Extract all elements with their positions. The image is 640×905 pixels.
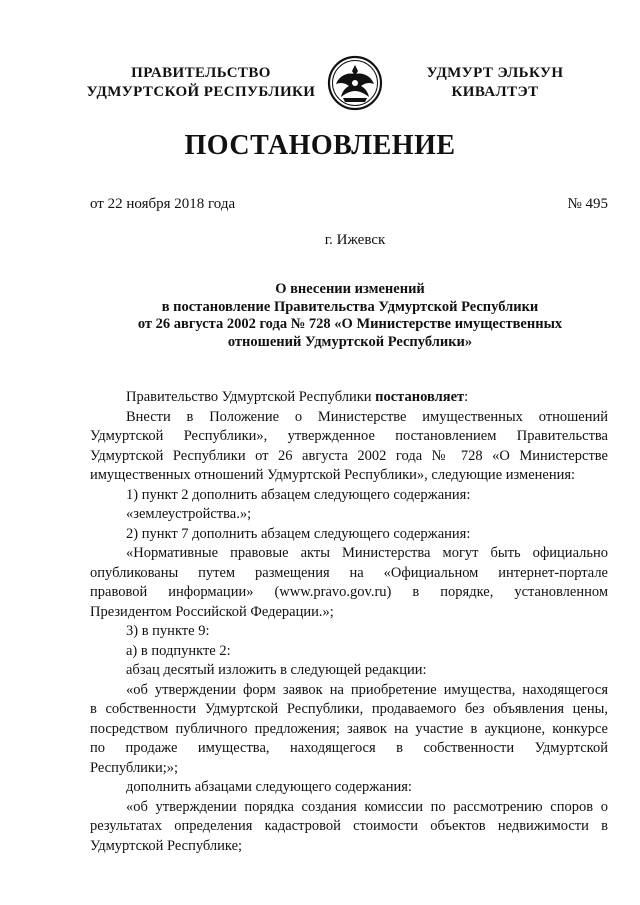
intro-text: Правительство Удмуртской Республики bbox=[126, 389, 376, 405]
body-line: Удмуртской Республики от 26 августа 2002 года № 728 «О Министерстве bbox=[90, 447, 608, 464]
document-city: г. Ижевск bbox=[324, 232, 386, 248]
body-line: «об утверждении порядка создания комиссии по рассмотрению споров о bbox=[126, 798, 608, 815]
body-line: Республики;»; bbox=[90, 759, 179, 776]
body-line: Президентом Российской Федерации.»; bbox=[90, 603, 334, 620]
body-line: посредством публичного предложения; заявок на участие в аукционе, конкурсе bbox=[90, 720, 608, 737]
body-line: 2) пункт 7 дополнить абзацем следующего содержания: bbox=[126, 525, 471, 542]
government-name-line2: УДМУРТСКОЙ РЕСПУБЛИКИ bbox=[86, 84, 316, 100]
document-type-heading: ПОСТАНОВЛЕНИЕ bbox=[184, 130, 456, 161]
title-line: О внесении изменений bbox=[275, 281, 425, 297]
body-line: по продаже имущества, находящегося в собственности Удмуртской bbox=[90, 740, 608, 756]
body-line: результатах определения кадастровой стоимости объектов недвижимости в bbox=[90, 818, 608, 834]
body-line: «землеустройства.»; bbox=[126, 506, 252, 522]
title-line: отношений Удмуртской Республики» bbox=[227, 333, 473, 350]
government-name-udmurt bbox=[420, 64, 570, 102]
body-line: Удмуртской Республике; bbox=[90, 837, 243, 854]
body-line: правовой информации» (www.pravo.gov.ru) в порядке, установленном bbox=[90, 584, 608, 600]
intro-colon: : bbox=[464, 389, 469, 405]
document-number: № 495 bbox=[567, 196, 608, 212]
government-name-line1: ПРАВИТЕЛЬСТВО bbox=[131, 65, 271, 81]
body-line: дополнить абзацами следующего содержания: bbox=[126, 779, 412, 795]
body-line: абзац десятый изложить в следующей редакции: bbox=[126, 662, 427, 678]
body-line: 1) пункт 2 дополнить абзацем следующего содержания: bbox=[126, 486, 471, 503]
coat-of-arms-icon bbox=[327, 54, 383, 112]
document-title bbox=[80, 281, 620, 351]
body-line: в собственности Удмуртской Республики, продаваемого без объявления цены, bbox=[90, 701, 608, 717]
body-line: а) в подпункте 2: bbox=[126, 642, 231, 659]
title-line: в постановление Правительства Удмуртской Республики bbox=[161, 298, 539, 315]
intro-decree-word: постановляет bbox=[375, 389, 465, 405]
title-line: от 26 августа 2002 года № 728 «О Министерстве имущественных bbox=[137, 316, 563, 332]
udmurt-name-line1: УДМУРТ ЭЛЬКУН bbox=[426, 65, 564, 81]
body-line: 3) в пункте 9: bbox=[126, 623, 210, 639]
body-line: опубликованы путем размещения на «Официальном интернет-портале bbox=[90, 564, 608, 581]
intro-paragraph bbox=[90, 388, 608, 408]
document-body bbox=[90, 388, 608, 856]
body-line: имущественных отношений Удмуртской Республики», следующие изменения: bbox=[90, 467, 576, 483]
government-name-russian bbox=[86, 64, 316, 102]
body-line: Удмуртской Республики», утвержденное постановлением Правительства bbox=[90, 428, 608, 444]
body-line: «об утверждении форм заявок на приобретение имущества, находящегося bbox=[126, 681, 608, 698]
document-date: от 22 ноября 2018 года bbox=[90, 196, 236, 212]
udmurt-name-line2: КИВАЛТЭТ bbox=[451, 84, 539, 100]
body-line: «Нормативные правовые акты Министерства могут быть официально bbox=[126, 545, 608, 561]
body-line: Внести в Положение о Министерстве имущественных отношений bbox=[126, 408, 608, 425]
